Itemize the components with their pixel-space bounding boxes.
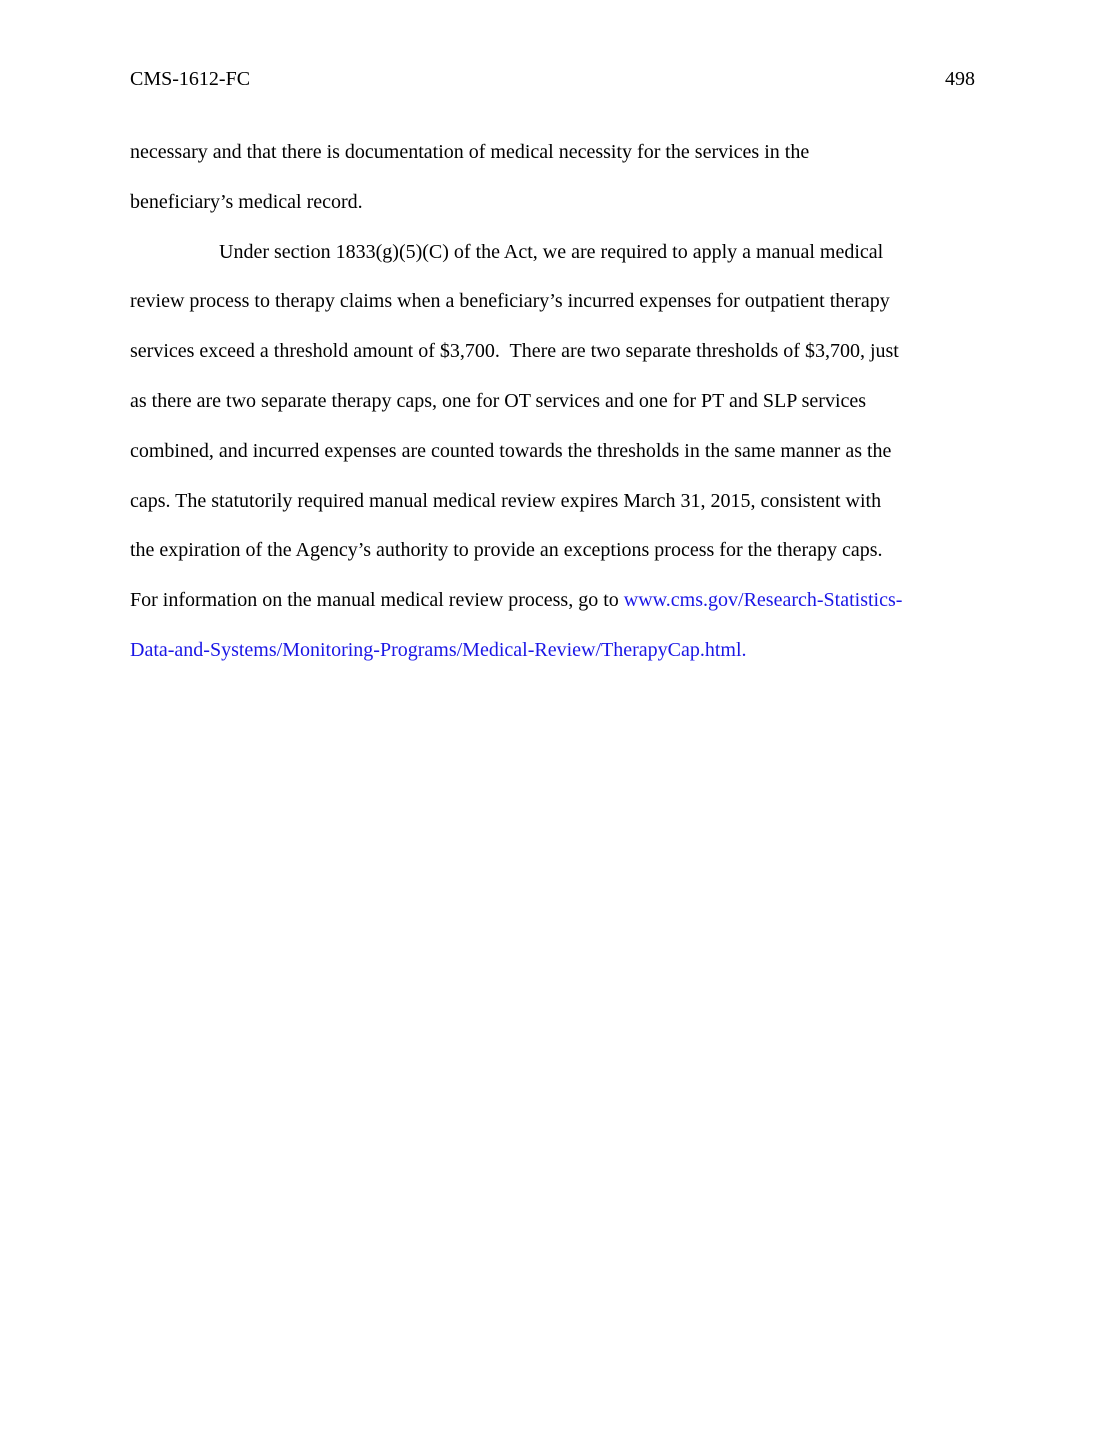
document-id: CMS-1612-FC (130, 68, 251, 90)
paragraph-start-line: Under section 1833(g)(5)(C) of the Act, we are required to apply a manual medical (219, 240, 884, 263)
text-line: necessary and that there is documentation of medical necessity for the services in the (130, 141, 810, 163)
text-line: services exceed a threshold amount of $3,700. There are two separate thresholds of $3,700, just (130, 340, 899, 363)
text-line: as there are two separate therapy caps, one for OT services and one for PT and SLP services (130, 389, 867, 412)
text-line: caps. The statutorily required manual medical review expires March 31, 2015, consistent with (130, 489, 882, 512)
text-line: the expiration of the Agency’s authority to provide an exceptions process for the therapy caps. (130, 539, 883, 562)
body-text (130, 128, 980, 676)
therapy-cap-link-part2[interactable]: Data-and-Systems/Monitoring-Programs/Medical-Review/TherapyCap.html. (130, 638, 747, 661)
text-line: combined, and incurred expenses are counted towards the thresholds in the same manner as the (130, 439, 892, 462)
text-line: beneficiary’s medical record. (130, 190, 363, 213)
page-number: 498 (945, 68, 975, 90)
text-line-with-link (130, 576, 980, 626)
text-line: review process to therapy claims when a beneficiary’s incurred expenses for outpatient therapy (130, 290, 890, 313)
page-header (130, 66, 975, 92)
link-lead-in-text: For information on the manual medical review process, go to (130, 589, 624, 612)
therapy-cap-link-part1[interactable]: www.cms.gov/Research-Statistics- (623, 589, 903, 612)
text-line-link (130, 626, 980, 676)
